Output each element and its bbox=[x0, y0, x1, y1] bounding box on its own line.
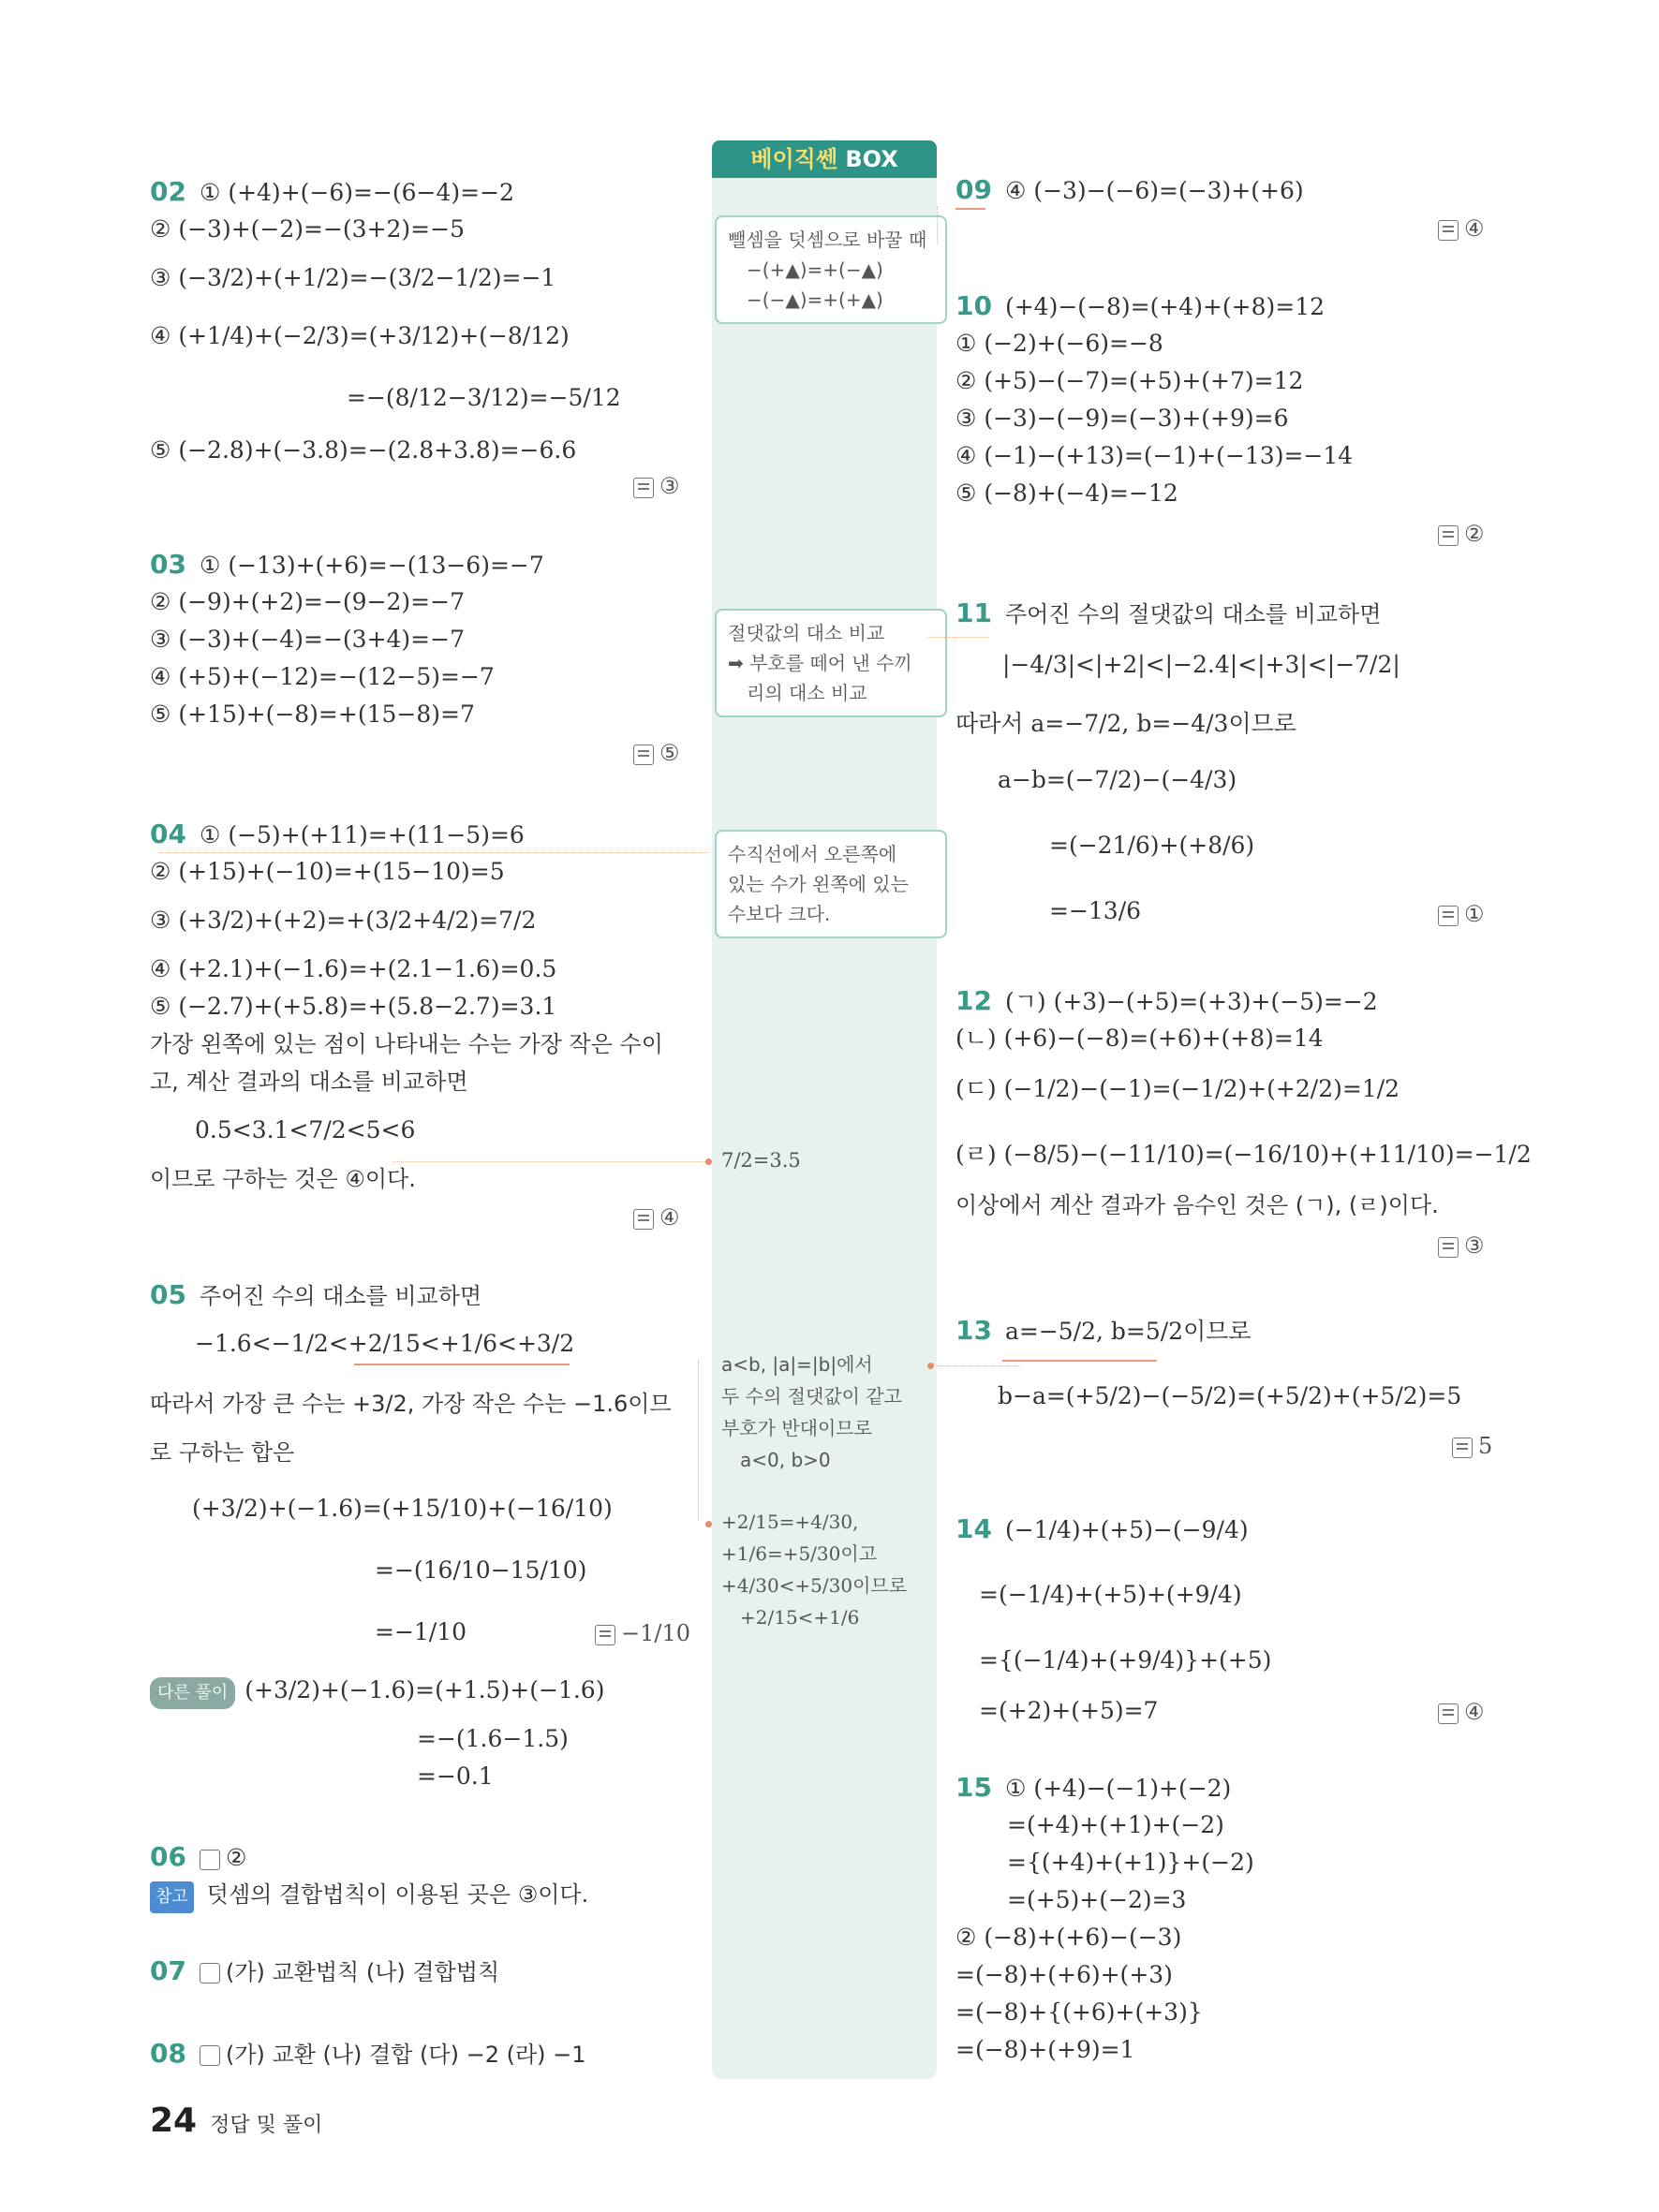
underline bbox=[354, 1364, 570, 1365]
p11-line: =(−21/6)+(+8/6) bbox=[1049, 832, 1255, 859]
p05-alt-line: =−0.1 bbox=[417, 1762, 494, 1790]
connector-line bbox=[698, 1360, 699, 1521]
problem-12: 12 (ㄱ) (+3)−(+5)=(+3)+(−5)=−2 bbox=[955, 985, 1378, 1016]
p05-answer: −1/10 bbox=[595, 1620, 690, 1646]
p15-line: ={(+4)+(+1)}+(−2) bbox=[1007, 1849, 1254, 1876]
p04-line: 0.5<3.1<7/2<5<6 bbox=[195, 1116, 416, 1143]
p02-line: ③ (−3/2)+(+1/2)=−(3/2−1/2)=−1 bbox=[150, 264, 556, 291]
tip-subtraction: 뺄셈을 덧셈으로 바꿀 때 −(+▲)=+(−▲) −(−▲)=+(+▲) bbox=[715, 215, 947, 324]
connector-dot bbox=[927, 1363, 934, 1369]
note-ab: a<b, |a|=|b|에서 두 수의 절댓값이 같고 부호가 반대이므로 a<0, b>0 bbox=[721, 1353, 902, 1471]
p03-line: ② (−9)+(+2)=−(9−2)=−7 bbox=[150, 588, 465, 615]
p02-line: ⑤ (−2.8)+(−3.8)=−(2.8+3.8)=−6.6 bbox=[150, 436, 577, 464]
p11-line: 따라서 a=−7/2, b=−4/3이므로 bbox=[955, 710, 1296, 737]
p11-answer: ① bbox=[1438, 901, 1485, 927]
problem-14: 14 (−1/4)+(+5)−(−9/4) bbox=[955, 1513, 1249, 1544]
connector-line bbox=[937, 206, 938, 243]
footer-label: 정답 및 풀이 bbox=[210, 2114, 323, 2137]
problem-08: 08 (가) 교환 (나) 결합 (다) −2 (라) −1 bbox=[150, 2038, 586, 2069]
problem-02: 02 ① (+4)+(−6)=−(6−4)=−2 bbox=[150, 176, 514, 207]
basic-box-title: 베이직쎈 BOX bbox=[712, 140, 937, 178]
p12-line: (ㄹ) (−8/5)−(−11/10)=(−16/10)+(+11/10)=−1/2 bbox=[955, 1141, 1532, 1168]
answer-icon bbox=[200, 2045, 220, 2066]
answer-icon bbox=[595, 1625, 615, 1645]
p13-line: b−a=(+5/2)−(−5/2)=(+5/2)+(+5/2)=5 bbox=[998, 1382, 1462, 1409]
problem-06: 06 ② bbox=[150, 1841, 247, 1872]
underline bbox=[1002, 1360, 1157, 1362]
answer-icon bbox=[633, 1209, 654, 1230]
connector-line bbox=[937, 1365, 1021, 1366]
underline bbox=[955, 208, 985, 210]
answer-icon bbox=[633, 478, 654, 498]
p02-line: =−(8/12−3/12)=−5/12 bbox=[347, 384, 621, 411]
p05-line: (+3/2)+(−1.6)=(+15/10)+(−16/10) bbox=[192, 1495, 613, 1522]
answer-icon bbox=[200, 1963, 220, 1983]
p14-answer: ④ bbox=[1438, 1699, 1485, 1725]
p06-note: 참고 덧셈의 결합법칙이 이용된 곳은 ③이다. bbox=[150, 1880, 588, 1913]
answer-icon bbox=[1438, 1237, 1459, 1258]
p04-line: 가장 왼쪽에 있는 점이 나타내는 수는 가장 작은 수이 bbox=[150, 1031, 663, 1057]
p12-answer: ③ bbox=[1438, 1232, 1485, 1259]
tip-absolute-value: 절댓값의 대소 비교 ➡ 부호를 떼어 낸 수끼 리의 대소 비교 bbox=[715, 609, 947, 717]
connector-dot bbox=[705, 1521, 712, 1527]
p15-line: ② (−8)+(+6)−(−3) bbox=[955, 1924, 1182, 1951]
alt-solution-badge: 다른 풀이 bbox=[150, 1677, 235, 1709]
answer-icon bbox=[1438, 906, 1459, 926]
p15-line: =(−8)+{(+6)+(+3)} bbox=[955, 1998, 1203, 2026]
p05-line: =−(16/10−15/10) bbox=[375, 1556, 587, 1584]
note-seven-halves: 7/2=3.5 bbox=[721, 1149, 801, 1172]
p11-line: a−b=(−7/2)−(−4/3) bbox=[998, 766, 1237, 793]
connector-line bbox=[159, 852, 707, 853]
problem-10: 10 (+4)−(−8)=(+4)+(+8)=12 bbox=[955, 290, 1326, 321]
p04-line: ⑤ (−2.7)+(+5.8)=+(5.8−2.7)=3.1 bbox=[150, 993, 557, 1020]
p12-line: (ㄷ) (−1/2)−(−1)=(−1/2)+(+2/2)=1/2 bbox=[955, 1075, 1400, 1102]
answer-icon bbox=[200, 1850, 220, 1870]
p05-line: 로 구하는 합은 bbox=[150, 1439, 295, 1466]
answer-icon bbox=[1438, 220, 1459, 241]
p14-line: =(−1/4)+(+5)+(+9/4) bbox=[979, 1581, 1242, 1608]
p13-answer: 5 bbox=[1452, 1433, 1492, 1459]
problem-09: 09 ④ (−3)−(−6)=(−3)+(+6) bbox=[955, 174, 1304, 205]
p03-line: ③ (−3)+(−4)=−(3+4)=−7 bbox=[150, 626, 465, 653]
p12-line: 이상에서 계산 결과가 음수인 것은 (ㄱ), (ㄹ)이다. bbox=[955, 1192, 1439, 1218]
page-footer bbox=[150, 2101, 322, 2140]
p04-line: 고, 계산 결과의 대소를 비교하면 bbox=[150, 1069, 468, 1095]
p15-line: =(+4)+(+1)+(−2) bbox=[1007, 1811, 1224, 1838]
problem-05: 05 주어진 수의 대소를 비교하면 bbox=[150, 1279, 482, 1310]
answer-icon bbox=[1438, 525, 1459, 546]
p10-line: ③ (−3)−(−9)=(−3)+(+9)=6 bbox=[955, 405, 1289, 432]
p11-line: =−13/6 bbox=[1049, 897, 1142, 924]
p04-answer: ④ bbox=[633, 1204, 680, 1231]
p15-line: =(+5)+(−2)=3 bbox=[1007, 1886, 1187, 1913]
p10-line: ⑤ (−8)+(−4)=−12 bbox=[955, 479, 1178, 507]
p05-alt: 다른 풀이 (+3/2)+(−1.6)=(+1.5)+(−1.6) bbox=[150, 1676, 604, 1709]
p02-line: ④ (+1/4)+(−2/3)=(+3/12)+(−8/12) bbox=[150, 322, 570, 349]
answer-icon bbox=[1438, 1703, 1459, 1724]
connector-line bbox=[927, 637, 988, 638]
p15-line: =(−8)+(+9)=1 bbox=[955, 2036, 1135, 2063]
basic-box-strip bbox=[712, 140, 937, 2079]
p04-line: ② (+15)+(−10)=+(15−10)=5 bbox=[150, 858, 505, 885]
connector-line bbox=[393, 1161, 707, 1162]
p09-answer: ④ bbox=[1438, 215, 1485, 242]
p15-line: =(−8)+(+6)+(+3) bbox=[955, 1961, 1173, 1988]
p14-line: ={(−1/4)+(+9/4)}+(+5) bbox=[979, 1646, 1272, 1674]
p03-line: ⑤ (+15)+(−8)=+(15−8)=7 bbox=[150, 700, 475, 728]
p04-line: 이므로 구하는 것은 ④이다. bbox=[150, 1166, 416, 1192]
p10-answer: ② bbox=[1438, 521, 1485, 547]
p10-line: ④ (−1)−(+13)=(−1)+(−13)=−14 bbox=[955, 442, 1354, 469]
page-number: 24 bbox=[150, 2101, 198, 2140]
p10-line: ① (−2)+(−6)=−8 bbox=[955, 330, 1163, 357]
problem-03: 03 ① (−13)+(+6)=−(13−6)=−7 bbox=[150, 549, 544, 580]
note-badge: 참고 bbox=[150, 1881, 194, 1913]
p10-line: ② (+5)−(−7)=(+5)+(+7)=12 bbox=[955, 367, 1304, 394]
problem-11: 11 주어진 수의 절댓값의 대소를 비교하면 bbox=[955, 597, 1382, 628]
problem-15: 15 ① (+4)−(−1)+(−2) bbox=[955, 1772, 1232, 1803]
note-fractions: +2/15=+4/30, +1/6=+5/30이고 +4/30<+5/30이므로 +2/15<+1/6 bbox=[721, 1511, 908, 1629]
p05-line: =−1/10 bbox=[375, 1618, 467, 1645]
p02-line: ② (−3)+(−2)=−(3+2)=−5 bbox=[150, 215, 465, 243]
p12-line: (ㄴ) (+6)−(−8)=(+6)+(+8)=14 bbox=[955, 1025, 1324, 1052]
problem-07: 07 (가) 교환법칙 (나) 결합법칙 bbox=[150, 1955, 500, 1986]
p05-line: −1.6<−1/2<+2/15<+1/6<+3/2 bbox=[195, 1330, 575, 1357]
problem-04: 04 ① (−5)+(+11)=+(11−5)=6 bbox=[150, 818, 525, 849]
p03-line: ④ (+5)+(−12)=−(12−5)=−7 bbox=[150, 663, 495, 690]
p14-line: =(+2)+(+5)=7 bbox=[979, 1697, 1159, 1724]
connector-dot bbox=[705, 1158, 712, 1165]
answer-icon bbox=[1452, 1438, 1473, 1458]
tip-number-line: 수직선에서 오른쪽에 있는 수가 왼쪽에 있는 수보다 크다. bbox=[715, 830, 947, 938]
p04-line: ④ (+2.1)+(−1.6)=+(2.1−1.6)=0.5 bbox=[150, 955, 557, 982]
p02-answer: ③ bbox=[633, 473, 680, 499]
p05-alt-line: =−(1.6−1.5) bbox=[417, 1725, 569, 1752]
problem-13: 13 a=−5/2, b=5/2이므로 bbox=[955, 1315, 1252, 1346]
p05-line: 따라서 가장 큰 수는 +3/2, 가장 작은 수는 −1.6이므 bbox=[150, 1391, 672, 1417]
answer-icon bbox=[633, 745, 654, 765]
p11-line: |−4/3|<|+2|<|−2.4|<|+3|<|−7/2| bbox=[1002, 651, 1400, 678]
p04-line: ③ (+3/2)+(+2)=+(3/2+4/2)=7/2 bbox=[150, 907, 537, 934]
p03-answer: ⑤ bbox=[633, 740, 680, 766]
